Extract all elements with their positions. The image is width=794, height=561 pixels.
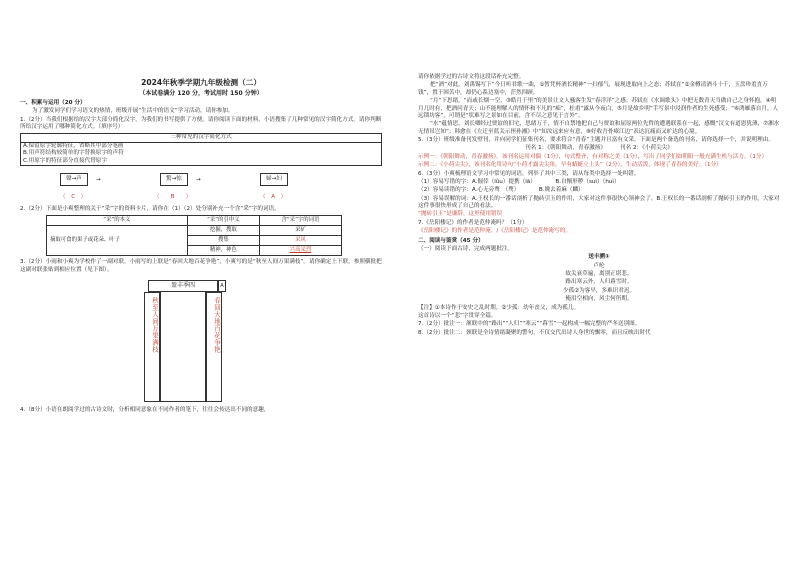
box-title: 三种常见的汉字简化方式 [21,134,381,142]
table-cell: 搜集 [187,236,259,246]
flow-answer: （ C ） [60,193,87,200]
table-cell: 采矿 [259,226,341,236]
question-2: 2.（2分）下面是小爽整理的关于“采”字的资料卡片，请你在（1）（2）处分别补充一个含“采”字的词语。 [20,205,280,212]
question-6-3: （3）容易误解的词：A.王权长的一番话剖析了抛砖引玉的作用，大家对这件事很快心领神会了。B.王权长的一番话剖析了抛砖引玉的作用，大家对这件事很快形成了自己的看法。 [418,195,780,209]
paragraph-wine: 把“酒”对此，刘禹锡写下“今日听君歌一曲，①暂凭杯酒长精神”一扫郁气，展现进取向上之态；苏轼在“②金樽清酒斗十千，玉盘珍羞直万钱”，置于困苦中，却仍心系边塞中，茫然四顾。 [418,82,768,96]
answer-5a: 示例一：《朝阳舞动，青春激扬》。该刊名运用对偶（1分），句式整齐，有对称之美（1分），写出了同学们如朝阳一般充满生机与活力。（1分） [418,153,768,160]
flow-item: 聲→声 [60,173,88,186]
table-answer: 采风 [259,236,341,246]
poem-line: 掩泪空相向，风尘何所期。 [565,296,633,303]
table-answer: 兴高采烈 [259,246,341,256]
flow-item: 婦→妇 [260,173,288,186]
question-3: 3.（2分）小雨和小爽为学校作了一副对联。小雨写的上联是“春回大地百花争艳”，小爽写的是“秋至人间万果满枝”。请你确定上下联，参照横批把这副对联张贴到相应位置（见下图）。 [20,259,382,273]
flow-answer: （ B ） [154,193,192,200]
right-column [418,0,780,337]
character-flow [20,169,382,205]
answer-5b: 示例二：《小荷尖尖》，该刊名化用诗句“小荷才露尖尖角，早有蜻蜓立上头”（2分），生动活泼，体现了青春的美好。（1分） [418,162,722,169]
poem-title: 送丰溯① [588,254,610,261]
question-8: 8.（2分）批注二：颈联是全诗情绪凝聚的警句，不仅交代出诗人身世的飘零，而且反映出时代 [418,329,651,336]
box-row: A.保留原字轮廓特征，省略其中部分笔画 [23,142,124,149]
poem-line: 路出寒云外，人归暮雪时。 [565,279,633,286]
poem-line: 少孤②为客早，多难识君迟。 [562,287,636,294]
box-row: C.用原字的特征部分直接代替原字 [23,157,107,164]
left-column [20,0,382,414]
table-header: “采”的本义 [47,216,188,226]
section-heading: 二、阅读与鉴赏（45 分） [418,237,484,244]
arrow-icon: → [96,176,101,183]
lead-text: 请你依据学过的古诗文将这段话补充完整。 [418,74,525,80]
question-6-2: （2）容易读错的字：A.心无旁骛 （骛） B.娩去着麻（麟） [418,187,584,194]
simplification-box [20,133,382,166]
couplet-label-a: A [218,280,226,292]
couplet-door [160,292,206,402]
poem-author: 卢纶 [593,262,605,269]
table-cell: 摘取可食的果子或花朵、叶子 [47,226,188,256]
answer-6: “抛砖引玉”是谦辞，这里使用错误 [418,211,503,218]
question-7b: 7.（2分）批注一：颔联中的“路出”“人归”“寒云”“暮雪”一起构成一幅完整的严冬送别图。 [418,321,641,328]
couplet-top-banner: 盈丰季四 [148,280,218,292]
question-4: 4.（8分）小语在朗阅学过的古诗文时，分析相同意象在不同作者的笔下，往往会传达出不同的意趣， [20,407,270,414]
question-1: 1.（2分）当我们根据给的汉字大部分简化汉字，为我们的书写提供了方便。请你阅读下面的材料，小语搜集了几种常见的汉字简化方式。请你判断所给汉字运用了哪种简化方式。（填序号） [20,116,382,131]
paragraph-moon: “月”下思绪，“而或长烟一空，③皓月千里”的美景让文人骚客生发“春洋洋”之感；苏轼在《水调歌头》中把无数青天当做自己之身怀抱，④明月几时有，把酒问青天；山不能理解人的情怀和不凡的“痴”，杜甫“露从今夜白，⑤月是故乡明”手写景中浸润作者的生死感受；“⑥鸿雁落自月，人远锁坊客”，可谓是“状难写之景如在目前，含不尽之意见于言外”。 [418,98,779,119]
magazine-names: 刊名 1：《朝阳舞动，青春激扬》 刊名 2：《小荷尖尖》 [525,145,673,152]
box-row: B.用声符结构较简单的字替换原字的声符 [23,150,124,157]
question-6: 6.（3分）小爽梳理语文学习中常见的词语，列举了其中三类，请从每类中选择一处纠错。 [418,170,640,177]
intro-text: 为了激发同学们学习语文的热情，班级开展“生活中的语文”学习活动，请你参加。 [32,108,234,115]
couplet-left-scroll: 秋至人间万果满枝 [144,292,160,402]
poem-line: 故关衰草遍，离别正堪悲。 [565,271,633,277]
section-heading: 一、积累与运用（20 分） [20,99,86,106]
question-intro: 这首诗以一个“悲”字贯穿全篇。 [418,312,497,319]
flow-answer: （ A ） [260,193,287,200]
table-header: “采”的引申义 [187,216,259,226]
question-5: 5.（3分）班级准备刊发壁刊，并向同学们征集刊名，要求符合“青春”主题并且富有文采。下面是两个备选的刊名，请你选择一个，并说明理由。 [418,137,774,143]
cai-table [46,215,342,256]
exam-title: 2024年秋季学期九年级检测（二） [141,78,261,87]
couplet-right-scroll: 春回大地百花争艳 [206,292,222,402]
couplet-diagram [20,278,382,406]
table-cell: 精神，神色 [187,246,259,256]
question-7: 7.《岳阳楼记》的作者是范仲淹吗？（1分） [418,219,528,226]
poem-note: 【注】①本诗作于安史之乱时期。②少孤：幼年丧父，成为孤儿。 [418,304,580,311]
arrow-icon: → [196,176,201,183]
flow-item: 驚→惊 [160,173,188,186]
table-cell: 挖掘，搜取 [187,226,259,236]
exam-subtitle: （本试卷满分 120 分，考试用时 150 分钟） [139,90,263,98]
answer-7: 《岳阳楼记》的作者是范仲淹。/《岳阳楼记》是范仲淹写的。 [418,228,571,235]
subsection-heading: （一）阅读下面古诗，完成两题批注。 [418,245,514,252]
paragraph-water: “水”蕴情思，刘长卿经过贾谊的旧宅，思绪万千，情不自禁地把自己与贾谊和屈原两位先哲的遭遇联系在一起，感慨“汉文有道恩犹薄，⑦湘水无情吊岂知”；韩愈在《左迁至蓝关示侄孙湘》中“知汝远来应有意，⑧好收吾骨瘴江边”表达沉痛而又旷达的心境。 [418,121,780,135]
question-6-1: （1）容易写错的字：A.倔倖（lǜu）提携（lā） B.自惭形秽（suì）（huì） [418,178,620,185]
table-header: 含“采”字的词语 [259,216,341,226]
